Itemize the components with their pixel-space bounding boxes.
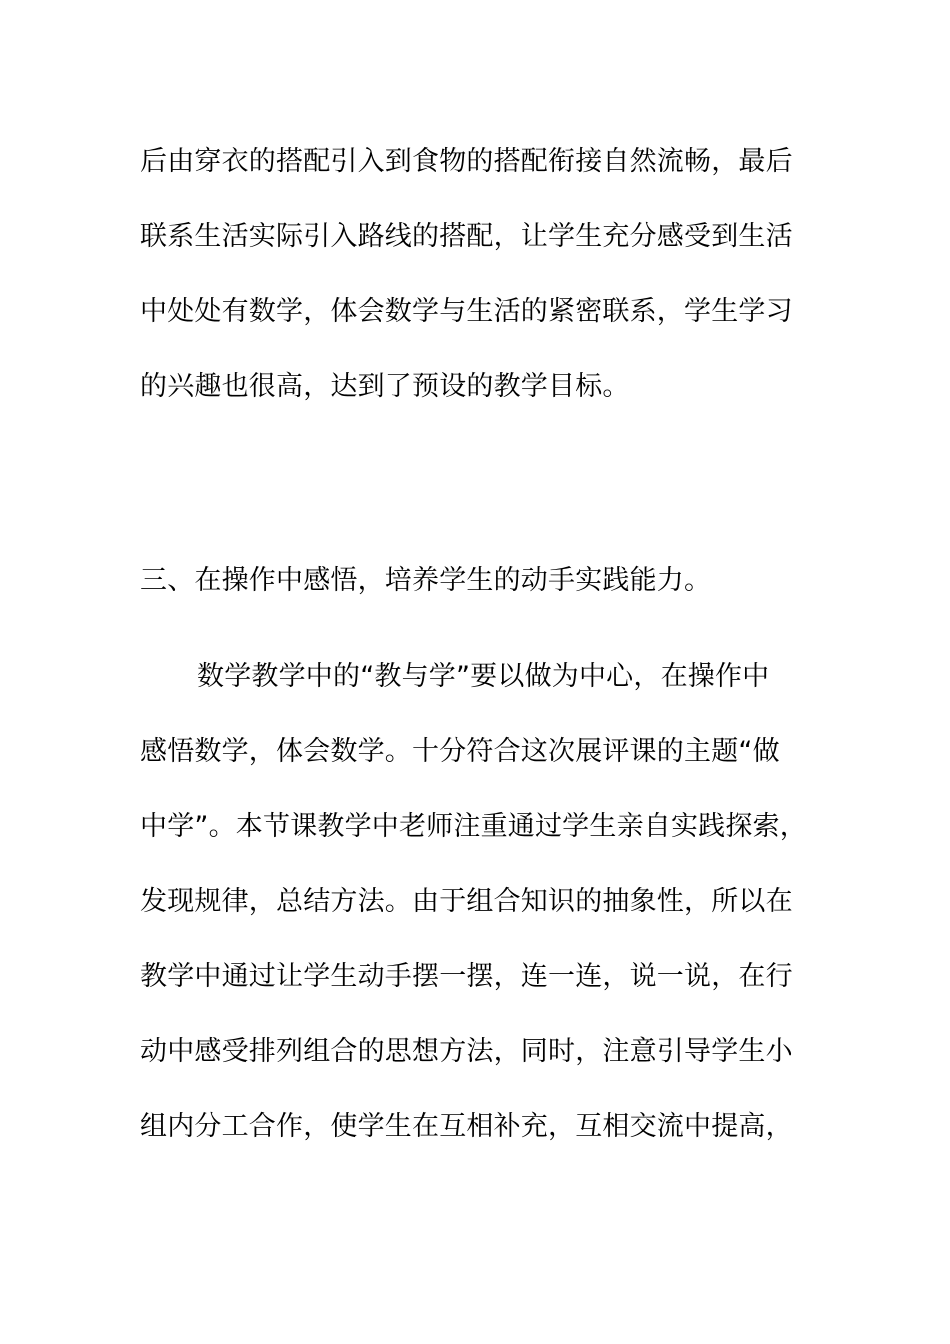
text-line: 的兴趣也很高，达到了预设的教学目标。 <box>140 371 630 402</box>
text-line: 后由穿衣的搭配引入到食物的搭配衔接自然流畅，最后 <box>140 146 793 177</box>
text-line: 动中感受排列组合的思想方法，同时，注意引导学生小 <box>140 1036 793 1067</box>
text-line: 组内分工合作，使学生在互相补充，互相交流中提高， <box>140 1111 793 1142</box>
text-line: 中学”。本节课教学中老师注重通过学生亲自实践探索， <box>140 811 807 842</box>
section-heading: 三、在操作中感悟，培养学生的动手实践能力。 <box>140 565 712 596</box>
text-line: 教学中通过让学生动手摆一摆，连一连，说一说，在行 <box>140 961 793 992</box>
text-line: 数学教学中的“教与学”要以做为中心，在操作中 <box>197 661 770 692</box>
text-line: 发现规律，总结方法。由于组合知识的抽象性，所以在 <box>140 886 793 917</box>
text-line: 感悟数学，体会数学。十分符合这次展评课的主题“做 <box>140 736 780 767</box>
text-line: 中处处有数学，体会数学与生活的紧密联系，学生学习 <box>140 296 793 327</box>
text-line: 联系生活实际引入路线的搭配，让学生充分感受到生活 <box>140 221 793 252</box>
